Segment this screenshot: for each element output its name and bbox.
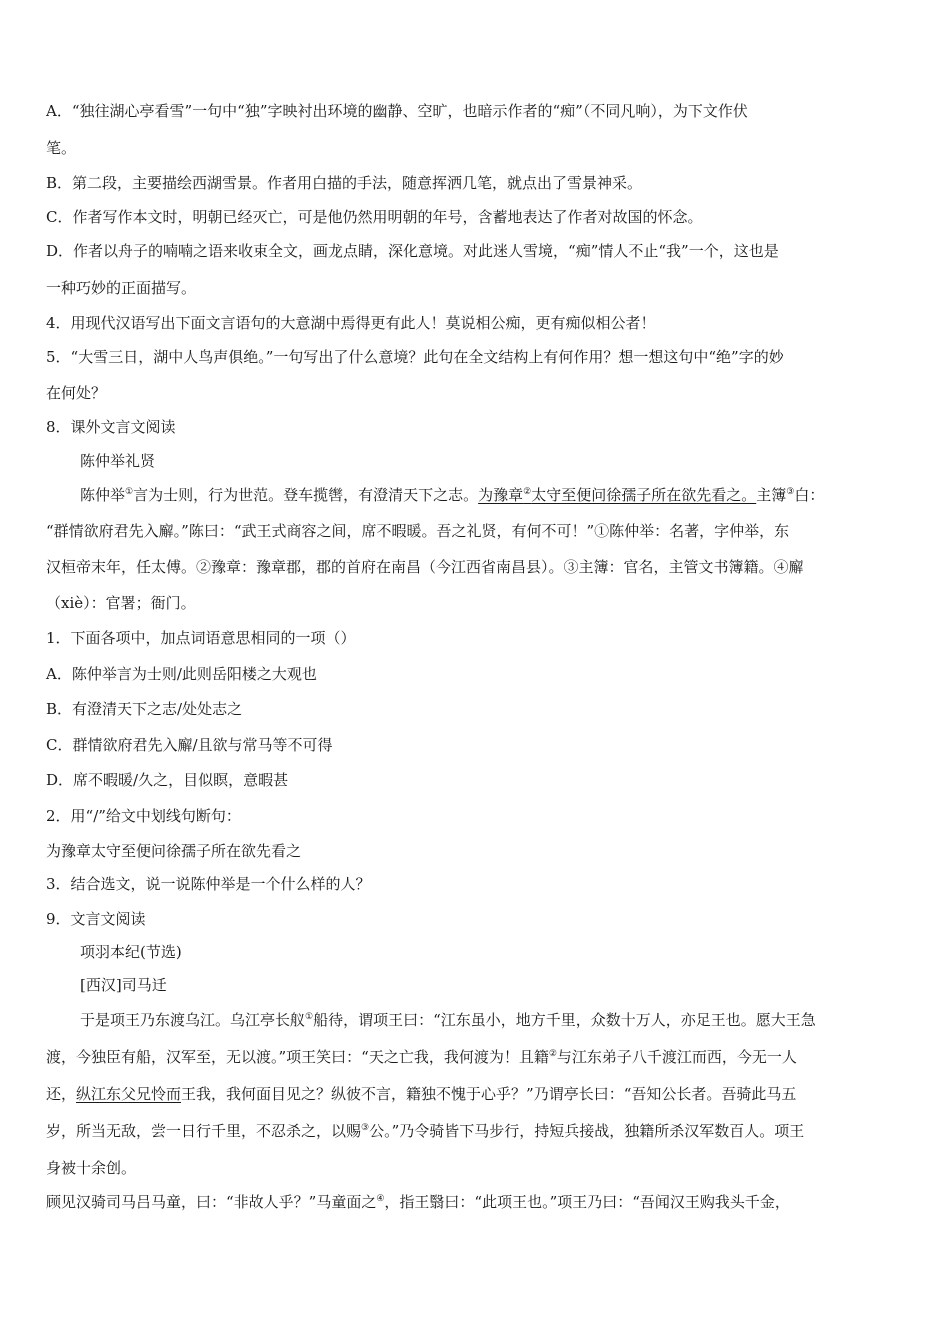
passage-line-5: 身被十余创。 — [46, 1159, 137, 1177]
footnote-mark: ③ — [786, 487, 795, 497]
passage-line-3 — [46, 1084, 906, 1104]
option-b: B．第二段，主要描绘西湖雪景。作者用白描的手法，随意挥洒几笔，就点出了雪景神采。 — [46, 174, 643, 192]
passage-line-3: 汉桓帝末年，任太傅。②豫章：豫章郡，郡的首府在南昌（今江西省南昌县）。③主簿：官名，主管文书簿籍。④廨 — [46, 558, 804, 576]
footnote-mark: ① — [305, 1012, 314, 1022]
question-5-line-2: 在何处？ — [46, 384, 107, 402]
question-8-2-sentence: 为豫章太守至便问徐孺子所在欲先看之 — [46, 842, 302, 860]
question-8-1: 1．下面各项中，加点词语意思相同的一项（） — [46, 629, 356, 647]
passage-text: 于是项王乃东渡乌江。乌江亭长舣 — [80, 1011, 306, 1029]
passage-line-6 — [46, 1192, 906, 1212]
footnote-mark: ② — [523, 487, 532, 497]
question-8-1-option-b: B．有澄清天下之志/处处志之 — [46, 700, 243, 718]
option-c: C．作者写作本文时，明朝已经灭亡，可是他仍然用明朝的年号，含蓄地表达了作者对故国的怀念。 — [46, 208, 703, 226]
passage-title: 陈仲举礼贤 — [80, 452, 156, 470]
passage-text: 主簿 — [756, 486, 787, 504]
underlined-sentence — [478, 486, 756, 504]
passage-text: 言为士则，行为世范。登车揽辔，有澄清天下之志。 — [133, 486, 479, 504]
question-8-1-option-a: A．陈仲举言为士则/此则岳阳楼之大观也 — [46, 665, 317, 683]
passage-line-1 — [80, 485, 908, 505]
option-a-line-2: 笔。 — [46, 139, 77, 157]
passage-text: 与江东弟子八千渡江而西，今无一人 — [556, 1048, 797, 1066]
footnote-mark: ① — [125, 487, 134, 497]
passage-line-4: （xiè）：官署；衙门。 — [46, 594, 196, 612]
question-8-2: 2．用“/”给文中划线句断句： — [46, 807, 241, 825]
footnote-mark: ② — [548, 1049, 557, 1059]
question-4: 4．用现代汉语写出下面文言语句的大意湖中焉得更有此人！莫说相公痴，更有痴似相公者！ — [46, 314, 656, 332]
section-8-heading: 8．课外文言文阅读 — [46, 418, 176, 436]
question-5-line-1: 5．“大雪三日，湖中人鸟声俱绝。”一句写出了什么意境？此句在全文结构上有何作用？想一想这句中“绝”字的妙 — [46, 348, 784, 366]
passage-title: 项羽本纪(节选) — [80, 943, 182, 961]
passage-text: 岁，所当无敌，尝一日行千里，不忍杀之，以赐 — [46, 1122, 362, 1140]
option-a-line-1: A．“独往湖心亭看雪”一句中“独”字映衬出环境的幽静、空旷，也暗示作者的“痴”（不同凡响），为下文作伏 — [46, 102, 748, 120]
underlined-text: 太守至便问徐孺子所在欲先看之。 — [531, 486, 757, 504]
passage-text: 公。”乃令骑皆下马步行，持短兵接战，独籍所杀汉军数百人。项王 — [369, 1122, 805, 1140]
passage-text: 陈仲举 — [80, 486, 126, 504]
question-8-1-option-d: D．席不暇暖/久之，目似瞑，意暇甚 — [46, 771, 289, 789]
underlined-text: 为豫章 — [478, 486, 524, 504]
passage-line-2 — [46, 1047, 906, 1067]
passage-line-4 — [46, 1121, 906, 1141]
section-9-heading: 9．文言文阅读 — [46, 910, 146, 928]
passage-text: 王我，我何面目见之？纵彼不言，籍独不愧于心乎？”乃谓亭长曰：“吾知公长者。吾骑此马五 — [181, 1085, 797, 1103]
passage-text: 还， — [46, 1085, 77, 1103]
passage-line-1 — [80, 1010, 906, 1030]
underlined-text: 纵江东父兄怜而 — [76, 1085, 182, 1103]
option-d-line-1: D．作者以舟子的喃喃之语来收束全文，画龙点睛，深化意境。对此迷人雪境，“痴”情人不止“我”一个，这也是 — [46, 242, 779, 260]
passage-text: ，指王翳曰：“此项王也。”项王乃曰：“吾闻汉王购我头千金， — [384, 1193, 790, 1211]
question-8-3: 3．结合选文，说一说陈仲举是一个什么样的人？ — [46, 875, 371, 893]
option-d-line-2: 一种巧妙的正面描写。 — [46, 279, 197, 297]
question-8-1-option-c: C．群情欲府君先入廨/且欲与常马等不可得 — [46, 736, 333, 754]
passage-author: [西汉]司马迁 — [80, 976, 167, 994]
passage-text: 白： — [794, 486, 825, 504]
passage-text: 顾见汉骑司马吕马童，曰：“非故人乎？”马童面之 — [46, 1193, 377, 1211]
passage-text: 渡，今独臣有船，汉军至，无以渡。”项王笑曰：“天之亡我，我何渡为！且籍 — [46, 1048, 549, 1066]
passage-line-2: “群情欲府君先入廨。”陈曰：“武王式商容之间，席不暇暖。吾之礼贤，有何不可！”①陈仲举：名著，字仲举，东 — [46, 522, 790, 540]
passage-text: 船待，谓项王曰：“江东虽小，地方千里，众数十万人，亦足王也。愿大王急 — [313, 1011, 816, 1029]
footnote-mark: ③ — [361, 1123, 370, 1133]
footnote-mark: ④ — [376, 1194, 385, 1204]
